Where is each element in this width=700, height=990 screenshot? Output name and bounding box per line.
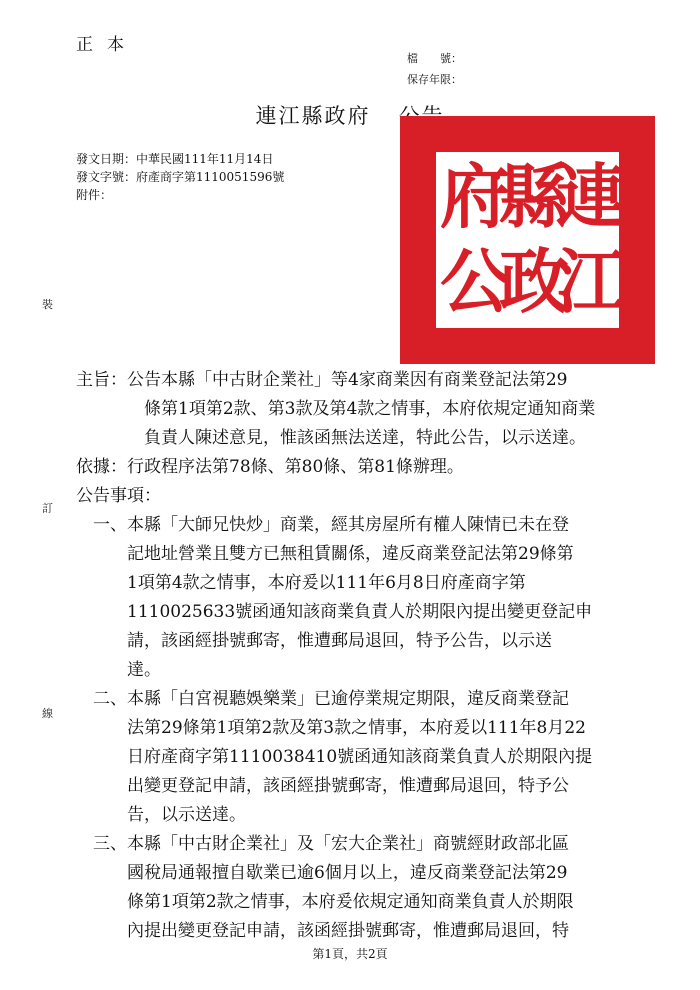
file-number-label: 檔 號：: [407, 52, 462, 65]
reference-number-row: [76, 168, 284, 185]
item-1-line: 記地址營業且雙方已無租賃關係，違反商業登記法第29條第: [127, 544, 574, 564]
attachment-label: 附件：: [76, 188, 113, 202]
seal-glyph: 連: [556, 155, 626, 238]
item-3-line: 三、本縣「中古財企業社」及「宏大企業社」商號經財政部北區: [93, 834, 569, 854]
attachment-row: [76, 186, 112, 203]
item-1-line: 一、本縣「大師兄快炒」商業，經其房屋所有權人陳情已未在登: [93, 515, 569, 535]
item-2-line: 告，以示送達。: [127, 805, 246, 825]
binding-mark-bind: 裝: [42, 298, 53, 311]
official-seal: [400, 116, 655, 364]
issuing-organization: 連江縣政府: [255, 104, 371, 128]
copy-mark: 正本: [76, 35, 138, 55]
issue-date-label: 發文日期：: [76, 152, 137, 166]
item-2-line: 日府產商字第1110038410號函通知該商業負責人於期限內提: [127, 747, 593, 767]
issue-date-row: [76, 150, 273, 167]
seal-glyph: 府: [440, 155, 510, 238]
subject-line: 負責人陳述意見，惟該函無法送達，特此公告，以示送達。: [144, 428, 586, 448]
seal-glyph: 公: [440, 240, 510, 323]
item-1-line: 1項第4款之情事，本府爰以111年6月8日府產商字第: [127, 573, 526, 593]
retention-period-label: 保存年限：: [407, 73, 462, 86]
binding-mark-line: 線: [42, 707, 53, 720]
item-1-line: 1110025633號函通知該商業負責人於期限內提出變更登記申: [127, 602, 593, 622]
item-3-line: 條第1項第2款之情事，本府爰依規定通知商業負責人於期限: [127, 892, 574, 912]
page-number: 第1頁，共2頁: [312, 947, 388, 961]
subject-line: 主旨：公告本縣「中古財企業社」等4家商業因有商業登記法第29: [76, 370, 568, 390]
seal-inner-field: [436, 152, 626, 328]
item-2-line: 法第29條第1項第2款及第3款之情事，本府爰以111年8月22: [127, 718, 586, 738]
item-3-line: 內提出變更登記申請，該函經掛號郵寄，惟遭郵局退回，特: [127, 921, 569, 941]
item-2-line: 出變更登記申請，該函經掛號郵寄，惟遭郵局退回，特予公: [127, 776, 569, 796]
issue-date-value: 中華民國111年11月14日: [136, 152, 274, 166]
seal-glyph: 政: [499, 240, 569, 323]
item-3-line: 國稅局通報擅自歇業已逾6個月以上，違反商業登記法第29: [127, 863, 568, 883]
item-1-line: 達。: [127, 660, 161, 680]
reference-number-value: 府產商字第1110051596號: [136, 170, 285, 184]
binding-mark-staple: 訂: [42, 502, 53, 515]
item-1-line: 請，該函經掛號郵寄，惟遭郵局退回，特予公告，以示送: [127, 631, 552, 651]
subject-line: 條第1項第2款、第3款及第4款之情事，本府依規定通知商業: [144, 399, 596, 419]
reference-number-label: 發文字號：: [76, 170, 137, 184]
seal-glyph: 縣: [499, 155, 569, 238]
seal-glyph: 江: [556, 240, 626, 323]
basis-line: 依據：行政程序法第78條、第80條、第81條辦理。: [76, 457, 464, 477]
items-heading: 公告事項：: [76, 486, 161, 506]
item-2-line: 二、本縣「白宮視聽娛樂業」已逾停業規定期限，違反商業登記: [93, 689, 569, 709]
